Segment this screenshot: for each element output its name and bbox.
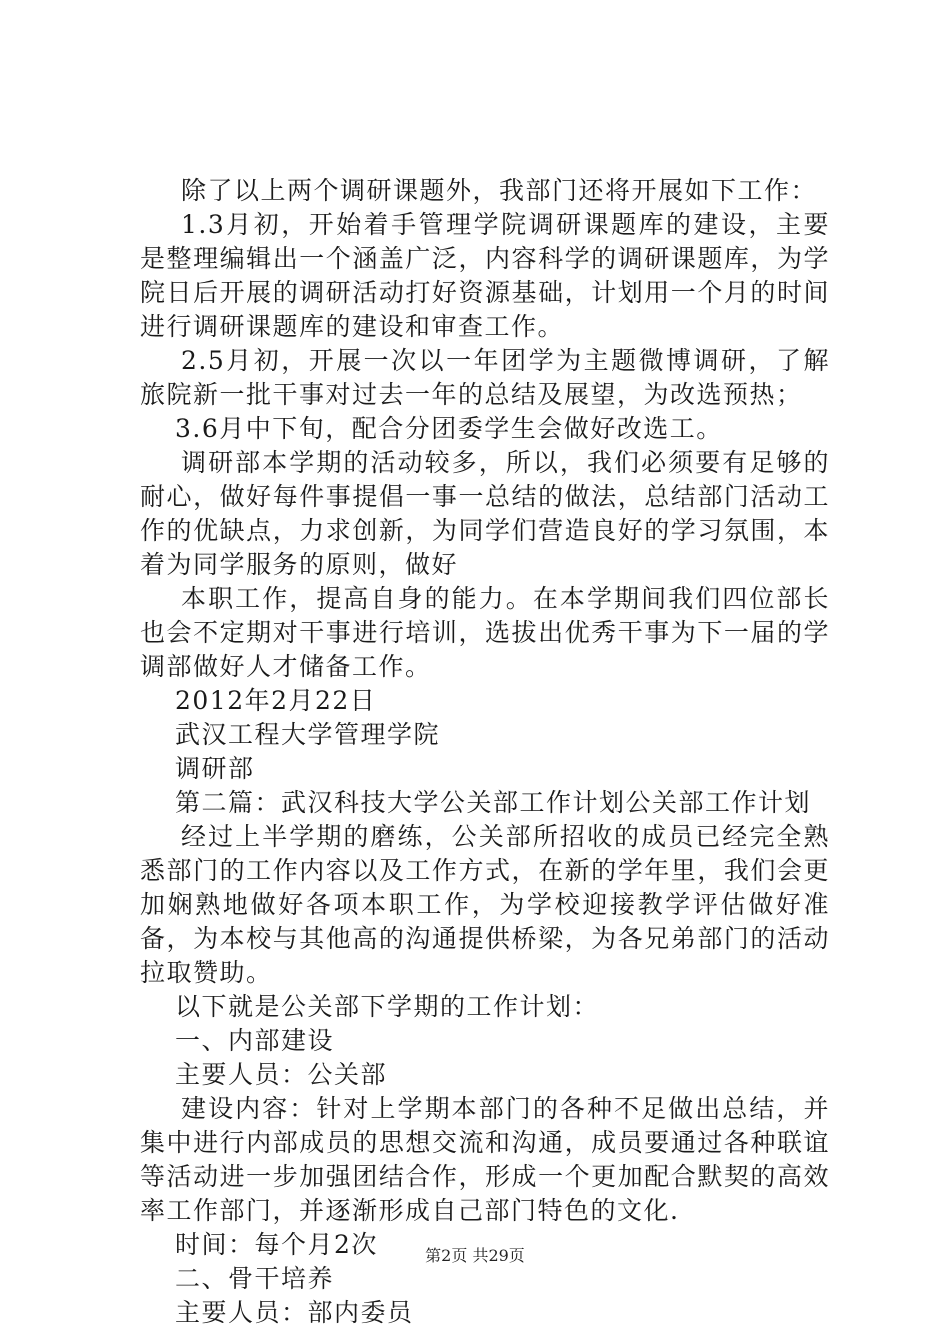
field-main-personnel-2: 主要人员：部内委员 <box>175 1298 414 1327</box>
page-footer: 第2页 共29页 <box>425 1246 525 1265</box>
subheading-internal-building: 一、内部建设 <box>175 1026 335 1055</box>
document-body <box>140 174 830 1330</box>
paragraph-intro: 除了以上两个调研课题外，我部门还将开展如下工作： <box>181 176 818 205</box>
field-main-personnel-1: 主要人员：公关部 <box>175 1060 388 1089</box>
paragraph-summary-continued: 本职工作，提高自身的能力。在本学期间我们四位部长也会不定期对干事进行培训，选拔出优秀干事为下一届的学调部做好人才储备工作。 <box>140 584 830 681</box>
subheading-backbone-training: 二、骨干培养 <box>175 1264 335 1293</box>
paragraph-pr-intro: 经过上半学期的磨练，公关部所招收的成员已经完全熟悉部门的工作内容以及工作方式，在新的学年里，我们会更加娴熟地做好各项本职工作，为学校迎接教学评估做好准备，为本校与其他高的沟通提供桥梁，为各兄弟部门的活动拉取赞助。 <box>140 822 830 987</box>
paragraph-item-1: 1.3月初，开始着手管理学院调研课题库的建设，主要是整理编辑出一个涵盖广泛，内容科学的调研课题库，为学院日后开展的调研活动打好资源基础，计划用一个月的时间进行调研课题库的建设和审查工作。 <box>140 210 830 341</box>
paragraph-item-3: 3.6月中下旬，配合分团委学生会做好改选工。 <box>175 414 723 443</box>
department-line: 调研部 <box>175 754 255 783</box>
paragraph-summary: 调研部本学期的活动较多，所以，我们必须要有足够的耐心，做好每件事提倡一事一总结的做法，总结部门活动工作的优缺点，力求创新，为同学们营造良好的学习氛围，本着为同学服务的原则，做好 <box>140 448 830 579</box>
field-time: 时间：每个月2次 <box>175 1230 378 1259</box>
organization-line: 武汉工程大学管理学院 <box>175 720 441 749</box>
date-line: 2012年2月22日 <box>175 686 377 715</box>
paragraph-item-2: 2.5月初，开展一次以一年团学为主题微博调研，了解旅院新一批干事对过去一年的总结及展望，为改选预热； <box>140 346 830 409</box>
paragraph-plan-lead: 以下就是公关部下学期的工作计划： <box>175 992 600 1021</box>
paragraph-building-content: 建设内容：针对上学期本部门的各种不足做出总结，并集中进行内部成员的思想交流和沟通，成员要通过各种联谊等活动进一步加强团结合作，形成一个更加配合默契的高效率工作部门，并逐渐形成自己部门特色的文化. <box>140 1094 830 1225</box>
section-heading: 第二篇：武汉科技大学公关部工作计划公关部工作计划 <box>175 788 812 817</box>
